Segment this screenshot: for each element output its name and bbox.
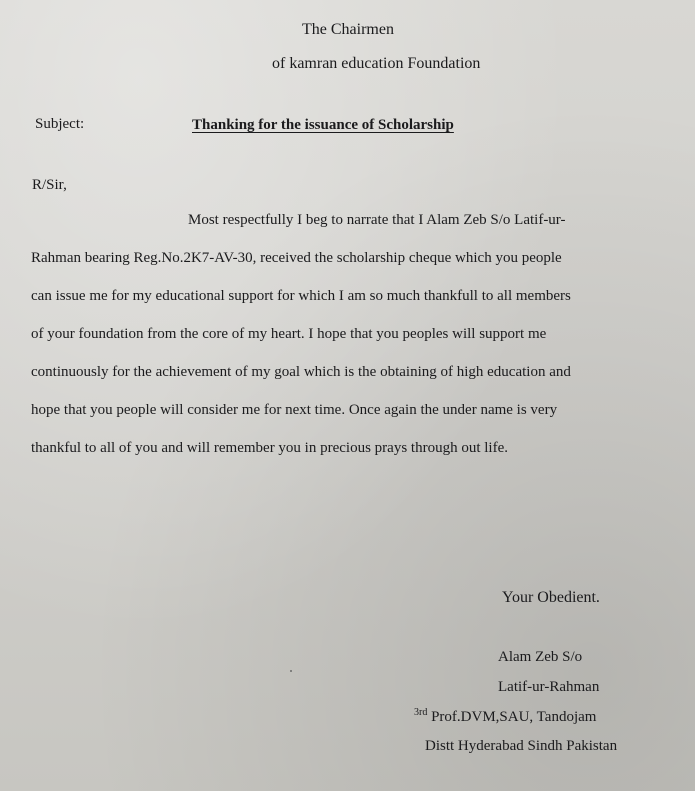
addressee-title: The Chairmen — [302, 21, 394, 38]
body-line: hope that you people will consider me for next time. Once again the under name is very — [31, 402, 558, 418]
signature-program — [414, 707, 597, 725]
body-line: Rahman bearing Reg.No.2K7-AV-30, received the scholarship cheque which you people — [31, 250, 562, 266]
body-line: of your foundation from the core of my heart. I hope that you peoples will support me — [31, 326, 547, 342]
signature-father-name: Latif-ur-Rahman — [498, 679, 600, 695]
signature-program-text: Prof.DVM,SAU, Tandojam — [427, 709, 597, 725]
addressee-organization: of kamran education Foundation — [272, 55, 481, 72]
signature-address: Distt Hyderabad Sindh Pakistan — [425, 738, 618, 754]
signature-name: Alam Zeb S/o — [498, 649, 583, 665]
body-line: Most respectfully I beg to narrate that I Alam Zeb S/o Latif-ur- — [188, 212, 566, 228]
salutation: R/Sir, — [32, 177, 67, 193]
subject-text: Thanking for the issuance of Scholarship — [192, 117, 454, 133]
body-line: thankful to all of you and will remember you in precious prays through out life. — [31, 440, 508, 456]
body-line: can issue me for my educational support for which I am so much thankfull to all members — [31, 288, 571, 304]
subject-label: Subject: — [35, 116, 85, 132]
signature-program-superscript: 3rd — [414, 707, 428, 718]
body-line: continuously for the achievement of my goal which is the obtaining of high education and — [31, 364, 571, 380]
closing: Your Obedient. — [502, 589, 600, 606]
paper-speck — [290, 670, 292, 672]
